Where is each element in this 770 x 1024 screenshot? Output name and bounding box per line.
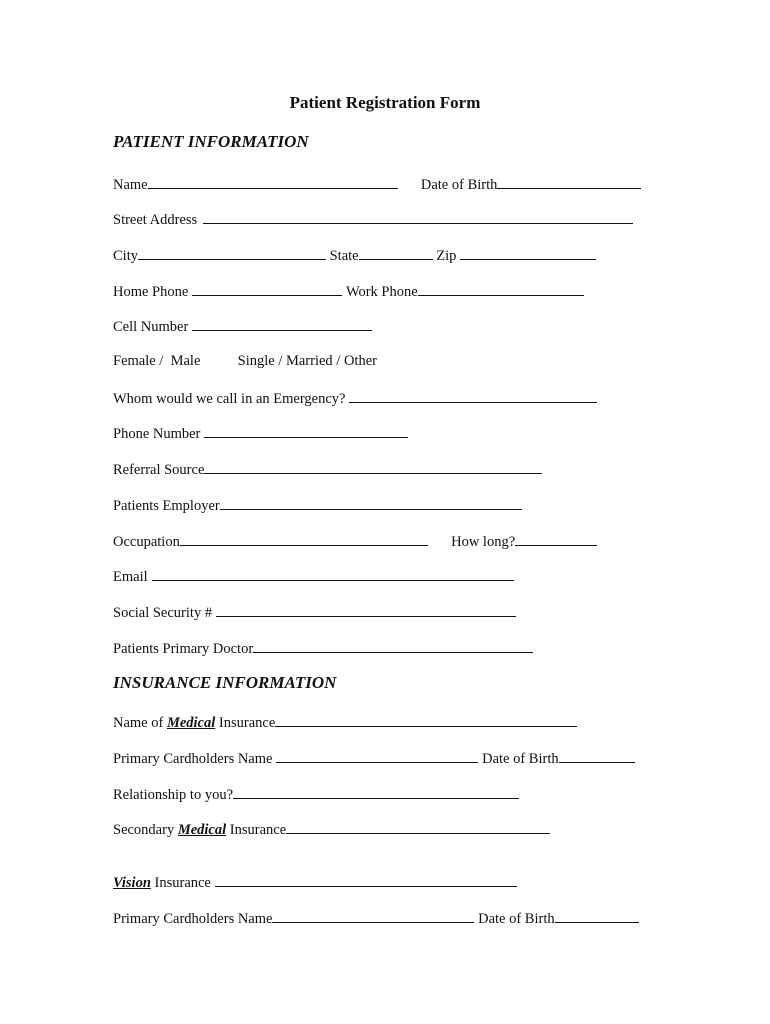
employer-label: Patients Employer [113, 498, 220, 514]
work-phone-label: Work Phone [345, 284, 418, 300]
insurance-information-heading: INSURANCE INFORMATION [113, 673, 337, 692]
primary-doctor-row [113, 637, 533, 657]
emergency-contact-row [113, 387, 597, 407]
gender-options[interactable]: Female / Male [113, 353, 201, 369]
primary-cardholder-field[interactable] [276, 747, 478, 763]
city-label: City [113, 248, 138, 264]
how-long-label: How long? [451, 534, 516, 550]
primary-doctor-field[interactable] [253, 637, 533, 653]
emergency-phone-row [113, 422, 408, 442]
home-phone-label: Home Phone [113, 284, 189, 300]
state-label: State [329, 248, 359, 264]
city-field[interactable] [138, 244, 326, 260]
vision-insurance-row [113, 871, 517, 891]
home-phone-field[interactable] [192, 280, 342, 296]
how-long-field[interactable] [515, 530, 597, 546]
referral-source-row [113, 458, 542, 478]
relationship-row [113, 783, 519, 803]
form-title: Patient Registration Form [289, 93, 481, 112]
dob-label: Date of Birth [420, 177, 498, 193]
referral-source-label: Referral Source [113, 462, 205, 478]
medical-insurance-row [113, 711, 577, 731]
secondary-medical-word: Medical [177, 822, 227, 838]
primary-cardholder-row [113, 747, 635, 767]
vision-cardholder-label: Primary Cardholders Name [113, 911, 273, 927]
cardholder-dob-field[interactable] [559, 747, 635, 763]
ssn-row [113, 601, 516, 621]
occupation-row [113, 530, 597, 550]
email-label: Email [113, 569, 148, 585]
vision-cardholder-row [113, 907, 639, 927]
employer-row [113, 494, 522, 514]
street-address-label: Street Address [113, 212, 198, 228]
gender-marital-row [113, 351, 377, 371]
medical-word: Medical [166, 715, 216, 731]
vision-insurance-suffix: Insurance [154, 875, 211, 891]
emergency-contact-label: Whom would we call in an Emergency? [113, 391, 346, 407]
secondary-insurance-row [113, 818, 550, 838]
referral-source-field[interactable] [204, 458, 542, 474]
cardholder-dob-label: Date of Birth [482, 751, 559, 767]
emergency-contact-field[interactable] [349, 387, 597, 403]
email-field[interactable] [152, 565, 514, 581]
cell-number-field[interactable] [192, 315, 372, 331]
secondary-insurance-prefix: Secondary [113, 822, 175, 838]
name-field[interactable] [148, 173, 398, 189]
occupation-label: Occupation [113, 534, 180, 550]
vision-cardholder-dob-label: Date of Birth [478, 911, 555, 927]
patient-information-heading: PATIENT INFORMATION [113, 132, 309, 151]
street-address-field[interactable] [203, 208, 633, 224]
ssn-field[interactable] [216, 601, 516, 617]
work-phone-field[interactable] [418, 280, 584, 296]
relationship-label: Relationship to you? [113, 787, 234, 803]
state-field[interactable] [359, 244, 433, 260]
dob-field[interactable] [497, 173, 641, 189]
medical-insurance-prefix: Name of [113, 715, 164, 731]
vision-cardholder-field[interactable] [272, 907, 474, 923]
ssn-label: Social Security # [113, 605, 213, 621]
primary-doctor-label: Patients Primary Doctor [113, 641, 254, 657]
medical-insurance-suffix: Insurance [218, 715, 276, 731]
street-address-row [113, 208, 633, 228]
city-state-zip-row [113, 244, 596, 264]
email-row [113, 565, 514, 585]
secondary-insurance-field[interactable] [286, 818, 550, 834]
relationship-field[interactable] [233, 783, 519, 799]
zip-field[interactable] [460, 244, 596, 260]
occupation-field[interactable] [180, 530, 428, 546]
cell-number-label: Cell Number [113, 319, 189, 335]
name-dob-row [113, 173, 641, 193]
phone-number-label: Phone Number [113, 426, 201, 442]
marital-status-options[interactable]: Single / Married / Other [237, 353, 377, 369]
cell-number-row [113, 315, 372, 335]
vision-word: Vision [113, 875, 151, 891]
employer-field[interactable] [220, 494, 522, 510]
phone-number-field[interactable] [204, 422, 408, 438]
primary-cardholder-label: Primary Cardholders Name [113, 751, 273, 767]
vision-cardholder-dob-field[interactable] [555, 907, 639, 923]
zip-label: Zip [436, 248, 457, 264]
phones-row [113, 280, 584, 300]
medical-insurance-field[interactable] [275, 711, 577, 727]
vision-insurance-field[interactable] [215, 871, 517, 887]
name-label: Name [113, 177, 148, 193]
secondary-insurance-suffix: Insurance [229, 822, 287, 838]
